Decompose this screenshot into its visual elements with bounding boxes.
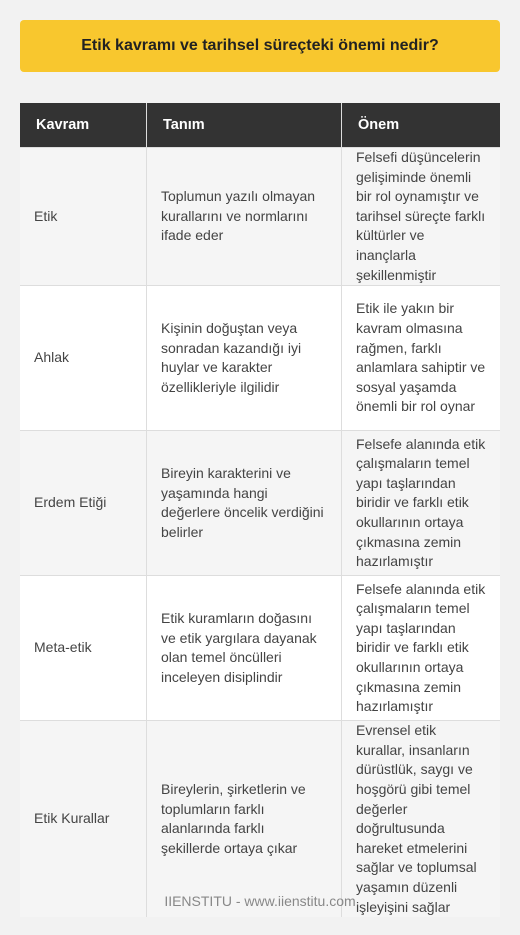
title-banner: [20, 20, 500, 72]
table-row: [20, 148, 500, 286]
cell-kavram: Etik: [20, 148, 147, 286]
cell-tanim: Etik kuramların doğasını ve etik yargılara dayanak olan temel öncülleri inceleyen disiplindir: [147, 576, 342, 721]
cell-tanim: Bireyin karakterini ve yaşamında hangi değerlere öncelik verdiğini belirler: [147, 431, 342, 576]
table-row: [20, 721, 500, 917]
header-kavram: Kavram: [20, 103, 147, 148]
cell-tanim: Kişinin doğuştan veya sonradan kazandığı iyi huylar ve karakter özellikleriyle ilgilidir: [147, 286, 342, 431]
footer-credit: IIENSTITU - www.iienstitu.com: [164, 893, 356, 909]
cell-kavram: Ahlak: [20, 286, 147, 431]
table-row: [20, 576, 500, 721]
concept-table-container: [20, 103, 500, 917]
page-title: Etik kavramı ve tarihsel süreçteki önemi nedir?: [81, 37, 439, 54]
cell-onem: Felsefi düşüncelerin gelişiminde önemli bir rol oynamıştır ve tarihsel süreçte farklı kültürler ve inançlarla şekillenmiştir: [342, 148, 501, 286]
table-header-row: [20, 103, 500, 148]
cell-onem: Felsefe alanında etik çalışmaların temel yapı taşlarından biridir ve farklı etik okullarının ortaya çıkmasına zemin hazırlamıştır: [342, 431, 501, 576]
cell-tanim: Bireylerin, şirketlerin ve toplumların farklı alanlarında farklı şekillerde ortaya çıkar: [147, 721, 342, 917]
cell-onem: Felsefe alanında etik çalışmaların temel yapı taşlarından biridir ve farklı etik okullarının ortaya çıkmasına zemin hazırlamıştır: [342, 576, 501, 721]
header-tanim: Tanım: [147, 103, 342, 148]
cell-onem: Evrensel etik kurallar, insanların dürüstlük, saygı ve hoşgörü gibi temel değerler doğrultusunda hareket etmelerini sağlar ve toplumsal yaşamın düzenli işleyişini sağlar: [342, 721, 501, 917]
concept-table: [20, 103, 500, 917]
cell-kavram: Meta-etik: [20, 576, 147, 721]
header-onem: Önem: [342, 103, 501, 148]
cell-kavram: Etik Kurallar: [20, 721, 147, 917]
cell-onem: Etik ile yakın bir kavram olmasına rağmen, farklı anlamlara sahiptir ve sosyal yaşamda önemli bir rol oynar: [342, 286, 501, 431]
cell-tanim: Toplumun yazılı olmayan kurallarını ve normlarını ifade eder: [147, 148, 342, 286]
table-row: [20, 286, 500, 431]
table-row: [20, 431, 500, 576]
cell-kavram: Erdem Etiği: [20, 431, 147, 576]
